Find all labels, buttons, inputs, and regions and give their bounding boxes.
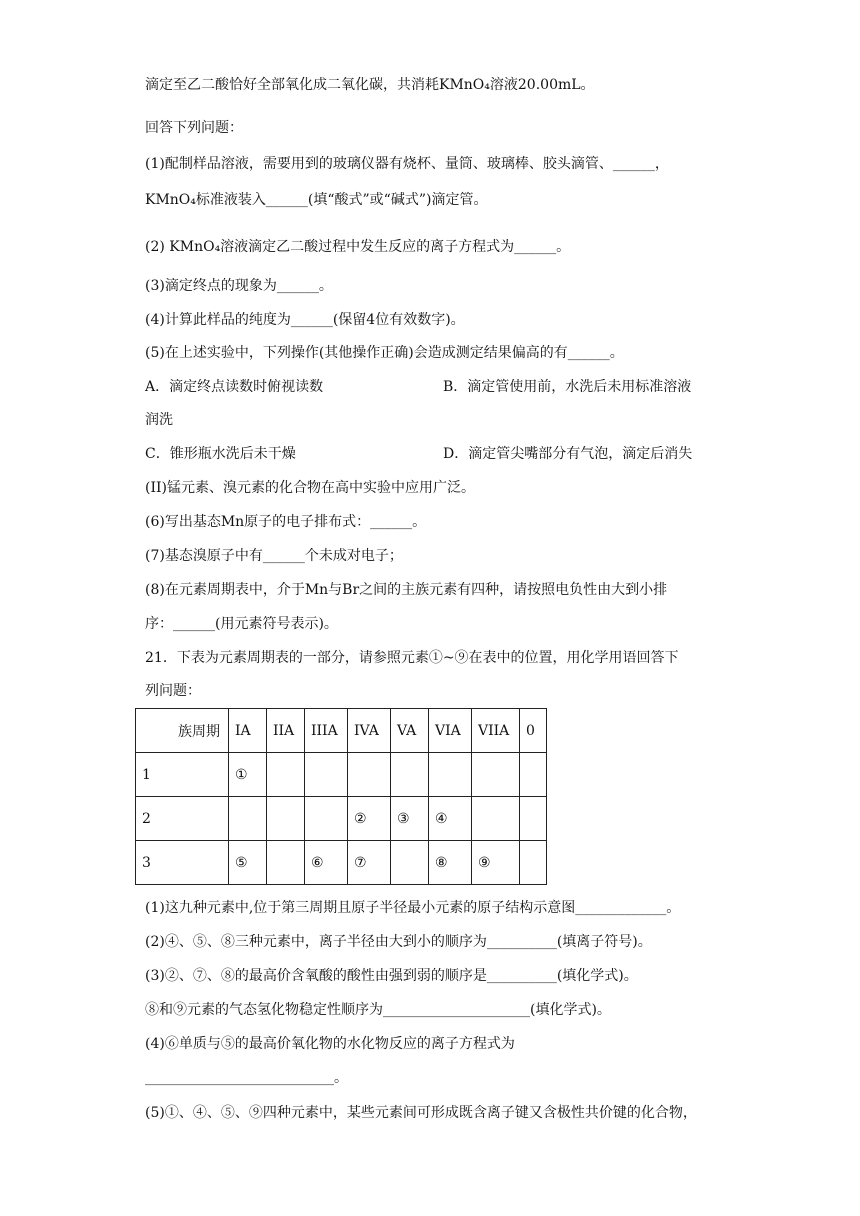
- question-8: (8)在元素周期表中，介于Mn与Br之间的主族元素有四种，请按照电负性由大到小排: [145, 582, 668, 598]
- table-header-cell: IIA: [267, 709, 305, 753]
- table-cell: [267, 797, 305, 841]
- question-2: (2) KMnO₄溶液滴定乙二酸过程中发生反应的离子方程式为______。: [145, 239, 571, 255]
- sub-question-5: (5)①、④、⑤、⑨四种元素中，某些元素间可形成既含离子键又含极性共价键的化合物，: [145, 1105, 697, 1121]
- section-ii: (II)锰元素、溴元素的化合物在高中实验中应用广泛。: [145, 480, 475, 496]
- table-cell: 1: [136, 753, 229, 797]
- text-line: 序：______(用元素符号表示)。: [145, 616, 338, 632]
- table-cell: ⑧: [429, 841, 472, 885]
- table-cell: [348, 753, 391, 797]
- table-header-cell: VIA: [429, 709, 472, 753]
- table-row: [136, 753, 547, 797]
- option-d: D．滴定管尖嘴部分有气泡，滴定后消失: [443, 446, 693, 462]
- table-cell: [391, 753, 429, 797]
- table-cell: [267, 753, 305, 797]
- text-line: ⑧和⑨元素的气态氢化物稳定性顺序为_____________________(填化学式)。: [145, 1002, 611, 1018]
- option-b-continued: 润洗: [145, 412, 173, 428]
- table-cell: [520, 797, 547, 841]
- table-cell: [391, 841, 429, 885]
- text-line: 滴定至乙二酸恰好全部氧化成二氧化碳，共消耗KMnO₄溶液20.00mL。: [145, 77, 595, 93]
- option-b: B．滴定管使用前，水洗后未用标准溶液: [443, 379, 692, 395]
- table-header-cell: IA: [229, 709, 267, 753]
- question-3: (3)滴定终点的现象为______。: [145, 278, 333, 294]
- table-cell: [429, 753, 472, 797]
- sub-question-3: (3)②、⑦、⑧的最高价含氧酸的酸性由强到弱的顺序是__________(填化学式)。: [145, 968, 638, 984]
- table-cell: ⑤: [229, 841, 267, 885]
- table-cell: [305, 797, 348, 841]
- question-7: (7)基态溴原子中有______个未成对电子；: [145, 548, 403, 564]
- question-5: (5)在上述实验中，下列操作(其他操作正确)会造成测定结果偏高的有______。: [145, 345, 624, 361]
- table-cell: ③: [391, 797, 429, 841]
- table-cell: ⑦: [348, 841, 391, 885]
- table-row: [136, 841, 547, 885]
- table-cell: [520, 753, 547, 797]
- table-header-cell: IIIA: [305, 709, 348, 753]
- text-line: 回答下列问题：: [145, 120, 243, 136]
- table-cell: [229, 797, 267, 841]
- table-header-cell: 0: [520, 709, 547, 753]
- text-line: KMnO₄标准液装入______(填“酸式”或“碱式”)滴定管。: [145, 192, 488, 208]
- table-cell: [472, 797, 520, 841]
- table-cell: 3: [136, 841, 229, 885]
- table-header-row: [136, 709, 547, 753]
- table-cell: 2: [136, 797, 229, 841]
- table-cell: ②: [348, 797, 391, 841]
- text-line: 列问题：: [145, 683, 201, 699]
- question-6: (6)写出基态Mn原子的电子排布式：______。: [145, 514, 427, 530]
- table-cell: ⑨: [472, 841, 520, 885]
- periodic-table: [135, 708, 547, 885]
- table-cell: [520, 841, 547, 885]
- answer-blank: ___________________________。: [145, 1070, 348, 1086]
- table-cell: ①: [229, 753, 267, 797]
- table-cell: ⑥: [305, 841, 348, 885]
- sub-question-2: (2)④、⑤、⑧三种元素中，离子半径由大到小的顺序为__________(填离子符号)。: [145, 934, 652, 950]
- table-header-cell: VA: [391, 709, 429, 753]
- problem-21: 21．下表为元素周期表的一部分，请参照元素①~⑨在表中的位置，用化学用语回答下: [145, 650, 679, 666]
- option-c: C．锥形瓶水洗后未干燥: [145, 446, 296, 462]
- sub-question-4: (4)⑥单质与⑤的最高价氧化物的水化物反应的离子方程式为: [145, 1036, 515, 1052]
- table-cell: [472, 753, 520, 797]
- table-header-cell: IVA: [348, 709, 391, 753]
- table-cell: [305, 753, 348, 797]
- option-a: A．滴定终点读数时俯视读数: [145, 379, 324, 395]
- question-1: (1)配制样品溶液，需要用到的玻璃仪器有烧杯、量筒、玻璃棒、胶头滴管、______，: [145, 156, 669, 172]
- table-header-cell: 族周期: [136, 709, 229, 753]
- sub-question-1: (1)这九种元素中,位于第三周期且原子半径最小元素的原子结构示意图_____________。: [145, 900, 681, 916]
- table-cell: ④: [429, 797, 472, 841]
- table-row: [136, 797, 547, 841]
- question-4: (4)计算此样品的纯度为______(保留4位有效数字)。: [145, 312, 465, 328]
- table-header-cell: VIIA: [472, 709, 520, 753]
- table-cell: [267, 841, 305, 885]
